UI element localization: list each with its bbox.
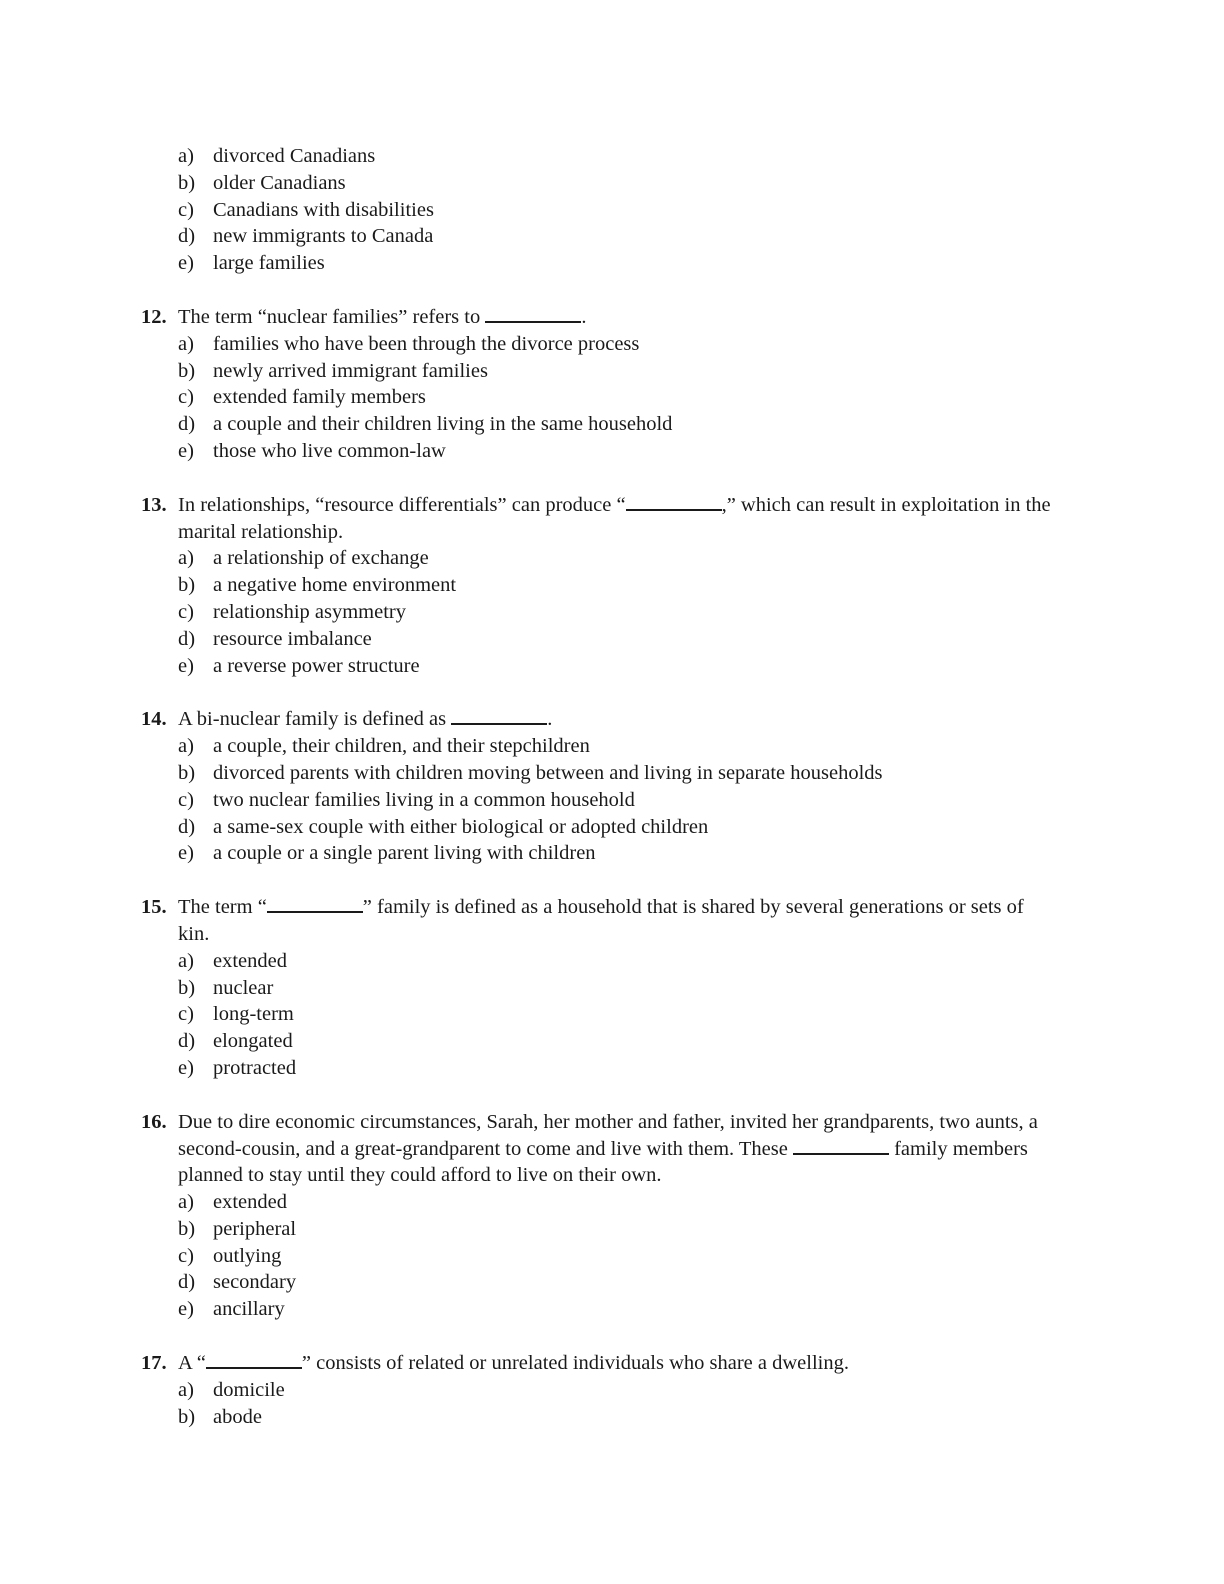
question-stem [0,1109,1058,1189]
option-letter: e) [178,842,194,865]
option-c [0,384,1224,411]
option-text: families who have been through the divorce process [213,332,640,355]
question-stem [0,1350,1058,1377]
option-text: a negative home environment [213,574,457,597]
option-letter: b) [178,1217,196,1240]
option-letter: d) [178,225,196,248]
document-page [0,143,1224,1457]
option-text: large families [213,252,325,275]
option-letter: a) [178,1378,194,1401]
option-letter: e) [178,1298,194,1321]
stem-text: ,” which can result in exploitation in the marital relationship. [178,493,1051,543]
option-letter: c) [178,198,194,221]
option-text: secondary [213,1271,297,1294]
question-number: 13. [141,493,167,516]
stem-text: ” consists of related or unrelated individuals who share a dwelling. [301,1352,849,1375]
option-letter: d) [178,815,196,838]
option-e [0,250,1224,277]
option-text: domicile [213,1378,285,1401]
question-number: 14. [141,708,167,731]
option-text: Canadians with disabilities [213,198,434,221]
option-letter: b) [178,359,196,382]
option-text: two nuclear families living in a common household [213,788,635,811]
option-letter: a) [178,145,194,167]
option-e [0,653,1224,680]
option-letter: b) [178,171,196,194]
option-letter: d) [178,413,196,436]
option-e [0,1296,1224,1323]
option-c [0,787,1224,814]
option-letter: a) [178,735,194,758]
question-13 [0,492,1224,680]
option-letter: d) [178,1030,196,1053]
option-letter: e) [178,1056,194,1079]
option-letter: c) [178,386,194,409]
option-letter: b) [178,1405,196,1428]
option-a [0,143,1224,170]
option-b [0,760,1224,787]
option-b [0,1404,1224,1431]
option-text: extended [213,1191,287,1214]
question-17 [0,1350,1224,1430]
option-letter: e) [178,252,194,275]
option-a [0,1189,1224,1216]
question-stem [0,894,1058,948]
option-a [0,545,1224,572]
question-stem [0,492,1058,546]
option-letter: e) [178,439,194,462]
option-text: outlying [213,1244,282,1267]
option-text: older Canadians [213,171,346,194]
question-14 [0,706,1224,867]
answer-blank [206,1351,302,1369]
stem-text: A bi-nuclear family is defined as [178,708,452,731]
option-c [0,1001,1224,1028]
option-letter: d) [178,1271,196,1294]
option-e [0,438,1224,465]
option-text: divorced parents with children moving between and living in separate households [213,761,883,784]
option-letter: d) [178,627,196,650]
stem-text: family members planned to stay until they could afford to live on their own. [178,1137,1028,1187]
option-letter: c) [178,788,194,811]
question-11-continued [0,143,1224,277]
stem-text: Due to dire economic circumstances, Sarah, her mother and father, invited her grandparents, two aunts, a second-cousin, and a great-grandparent to come and live with them. These [178,1110,1038,1160]
options-list [0,1377,1224,1431]
option-letter: a) [178,949,194,972]
option-text: a same-sex couple with either biological or adopted children [213,815,709,838]
question-12 [0,304,1224,465]
option-letter: e) [178,654,194,677]
stem-text: The term “ [178,896,267,919]
option-text: relationship asymmetry [213,600,406,623]
option-e [0,1055,1224,1082]
options-list [0,143,1224,277]
option-text: new immigrants to Canada [213,225,434,248]
question-16 [0,1109,1224,1323]
question-number: 17. [141,1352,167,1375]
option-letter: b) [178,574,196,597]
option-c [0,197,1224,224]
answer-blank [793,1137,889,1155]
question-number: 15. [141,896,167,919]
option-a [0,948,1224,975]
option-text: those who live common-law [213,439,446,462]
stem-text: A “ [178,1352,206,1375]
option-e [0,840,1224,867]
option-text: extended [213,949,287,972]
options-list [0,545,1224,679]
answer-blank [485,305,581,323]
answer-blank [626,493,722,511]
option-text: divorced Canadians [213,145,376,167]
answer-blank [267,895,363,913]
option-text: ancillary [213,1298,285,1321]
stem-text: . [547,708,553,731]
option-d [0,626,1224,653]
option-d [0,411,1224,438]
option-letter: a) [178,1191,194,1214]
option-text: a reverse power structure [213,654,420,677]
option-text: abode [213,1405,262,1428]
option-a [0,1377,1224,1404]
option-text: a couple or a single parent living with children [213,842,596,865]
option-text: a couple and their children living in the same household [213,413,673,436]
option-b [0,170,1224,197]
option-d [0,814,1224,841]
option-b [0,572,1224,599]
option-text: resource imbalance [213,627,372,650]
option-letter: a) [178,547,194,570]
question-stem [0,304,1058,331]
option-d [0,1269,1224,1296]
stem-text: ” family is defined as a household that is shared by several generations or sets of kin. [178,896,1024,945]
option-text: extended family members [213,386,426,409]
options-list [0,1189,1224,1323]
option-letter: b) [178,976,196,999]
option-c [0,599,1224,626]
answer-blank [451,707,547,725]
option-text: newly arrived immigrant families [213,359,488,382]
option-letter: c) [178,1244,194,1267]
option-letter: b) [178,761,196,784]
option-letter: c) [178,1003,194,1026]
option-letter: c) [178,600,194,623]
option-text: a couple, their children, and their stepchildren [213,735,590,758]
option-a [0,733,1224,760]
option-text: long-term [213,1003,294,1026]
stem-text: . [581,305,587,328]
option-c [0,1243,1224,1270]
question-number: 12. [141,305,167,328]
option-text: elongated [213,1030,293,1053]
options-list [0,948,1224,1082]
option-text: protracted [213,1056,297,1079]
question-stem [0,706,1058,733]
option-b [0,358,1224,385]
options-list [0,331,1224,465]
question-number: 16. [141,1110,167,1133]
option-a [0,331,1224,358]
option-text: peripheral [213,1217,297,1240]
option-d [0,223,1224,250]
stem-text: In relationships, “resource differentials” can produce “ [178,493,626,516]
option-d [0,1028,1224,1055]
options-list [0,733,1224,867]
option-text: nuclear [213,976,274,999]
option-text: a relationship of exchange [213,547,429,570]
question-15 [0,894,1224,1082]
stem-text: The term “nuclear families” refers to [178,305,486,328]
option-letter: a) [178,332,194,355]
option-b [0,1216,1224,1243]
option-b [0,975,1224,1002]
